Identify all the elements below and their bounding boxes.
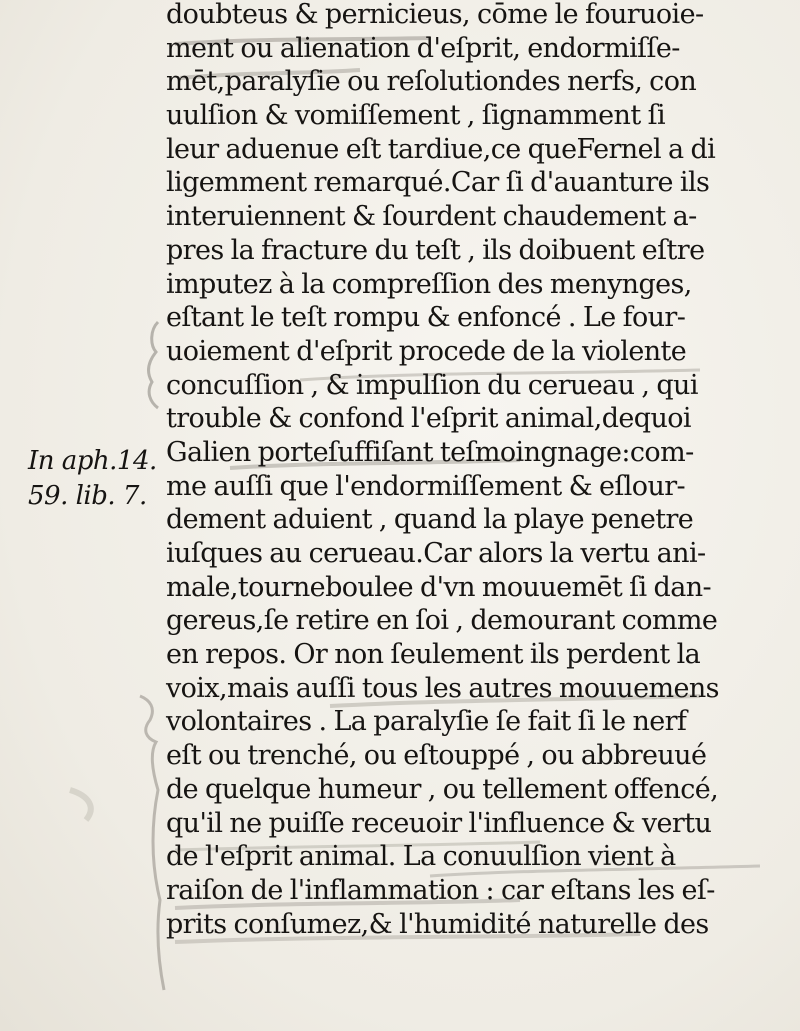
text-line: uulſion & vomiſſement , ſignamment ſi [166, 100, 665, 132]
text-line: trouble & confond l'eſprit animal,dequoi [166, 403, 691, 435]
text-line: voix,mais auſſi tous les autres mouuemens [166, 672, 719, 704]
text-line: ligemment remarqué.Car ſi d'auanture ils [166, 167, 710, 199]
marginal-note: 59. lib. 7. [28, 481, 147, 511]
text-line: prits conſumez,& l'humidité naturelle des [166, 908, 709, 940]
text-line: qu'il ne puiſſe receuoir l'influence & vertu [166, 807, 712, 839]
text-line: me auſſi que l'endormiſſement & eſlour- [166, 470, 686, 502]
text-line: de quelque humeur , ou tellement offencé, [166, 773, 719, 805]
text-line: male,tourneboulee d'vn mouuemēt ſi dan- [166, 571, 712, 603]
text-line: gereus,ſe retire en ſoi , demourant comme [166, 605, 718, 637]
text-line: imputez à la compreſſion des menynges, [166, 268, 692, 300]
text-line: doubteus & pernicieus, cōme le fouruoie- [166, 0, 704, 30]
text-line: en repos. Or non ſeulement ils perdent la [166, 639, 701, 671]
text-line: mēt,paralyſie ou reſolutiondes nerfs, con [166, 66, 697, 98]
text-line: volontaires . La paralyſie ſe fait ſi le nerf [166, 706, 687, 738]
text-line: uoiement d'eſprit procede de la violente [166, 335, 687, 367]
text-line: Galien porteſuffiſant teſmoingnage:com- [166, 436, 694, 468]
text-line: interuiennent & ſourdent chaudement a- [166, 201, 697, 233]
text-line: eſt ou trenché, ou eſtouppé , ou abbreuué [166, 740, 707, 772]
text-line: pres la fracture du teſt , ils doibuent eſtre [166, 234, 705, 266]
text-line: eſtant le teſt rompu & enfoncé . Le four- [166, 302, 686, 334]
text-line: leur aduenue eſt tardiue,ce queFernel a di [166, 133, 716, 165]
text-line: de l'eſprit animal. La conuulſion vient à [166, 841, 676, 873]
marginal-note: In aph.14. [28, 446, 157, 476]
text-line: iuſques au cerueau.Car alors la vertu ani- [166, 538, 706, 569]
text-line: raiſon de l'inflammation : car eſtans les eſ- [166, 874, 715, 906]
text-line: concuſſion , & impulſion du cerueau , qui [166, 369, 698, 401]
text-line: ment ou alienation d'eſprit, endormiſſe- [166, 32, 680, 64]
text-line: dement aduient , quand la playe penetre [166, 504, 694, 536]
body-text [166, 0, 766, 941]
